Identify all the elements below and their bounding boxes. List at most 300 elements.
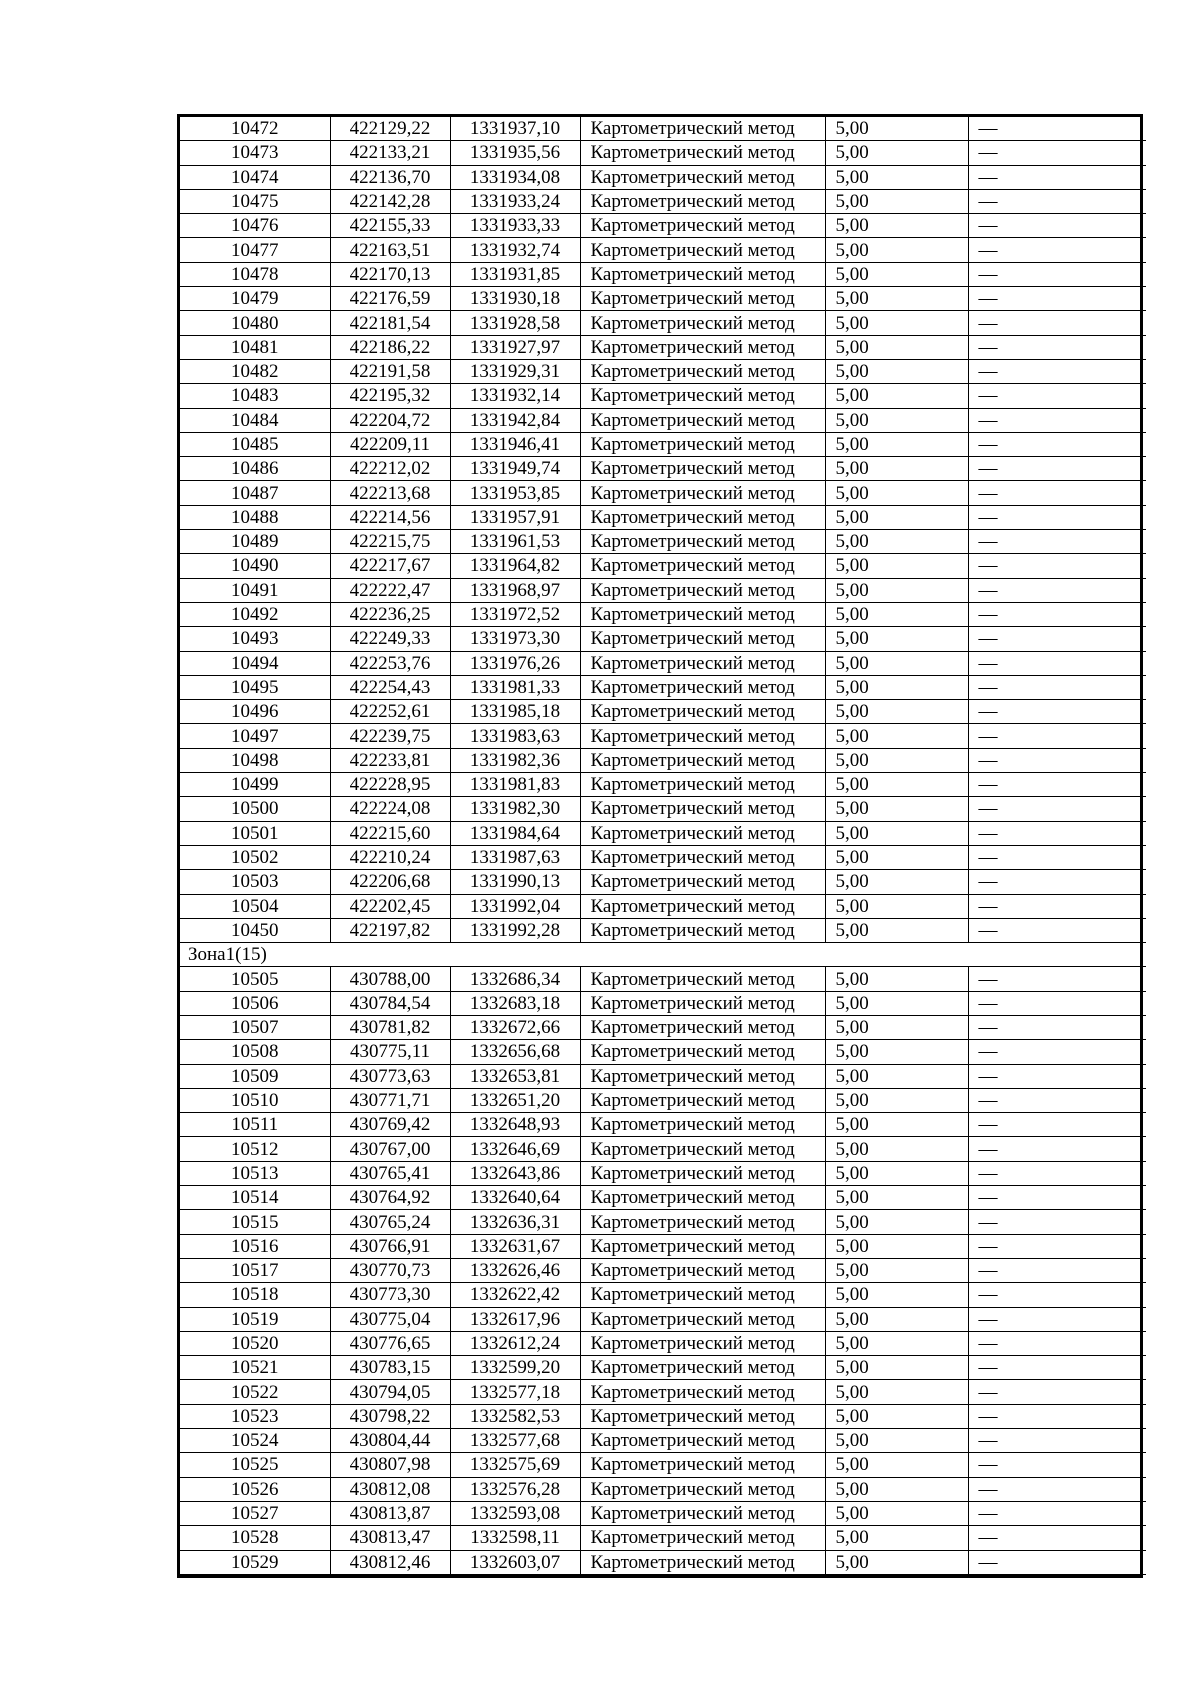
table-row	[180, 1356, 1146, 1380]
note-cell: —	[968, 311, 1146, 335]
note-cell: —	[968, 505, 1146, 529]
x-coordinate-cell: 430773,63	[330, 1064, 450, 1088]
accuracy-cell: 5,00	[825, 991, 968, 1015]
point-number-cell: 10472	[180, 117, 330, 141]
method-cell: Картометрический метод	[580, 918, 825, 942]
method-cell: Картометрический метод	[580, 1088, 825, 1112]
method-cell: Картометрический метод	[580, 432, 825, 456]
point-number-cell: 10523	[180, 1404, 330, 1428]
zone-header-row	[180, 943, 1146, 967]
table-row	[180, 141, 1146, 165]
x-coordinate-cell: 422202,45	[330, 894, 450, 918]
x-coordinate-cell: 422249,33	[330, 627, 450, 651]
y-coordinate-cell: 1332631,67	[450, 1234, 580, 1258]
point-number-cell: 10512	[180, 1137, 330, 1161]
method-cell: Картометрический метод	[580, 773, 825, 797]
y-coordinate-cell: 1331953,85	[450, 481, 580, 505]
method-cell: Картометрический метод	[580, 894, 825, 918]
note-cell: —	[968, 1453, 1146, 1477]
method-cell: Картометрический метод	[580, 238, 825, 262]
note-cell: —	[968, 724, 1146, 748]
note-cell: —	[968, 748, 1146, 772]
x-coordinate-cell: 422217,67	[330, 554, 450, 578]
accuracy-cell: 5,00	[825, 894, 968, 918]
accuracy-cell: 5,00	[825, 748, 968, 772]
method-cell: Картометрический метод	[580, 1331, 825, 1355]
table-row	[180, 1113, 1146, 1137]
table-row	[180, 1380, 1146, 1404]
x-coordinate-cell: 422197,82	[330, 918, 450, 942]
method-cell: Картометрический метод	[580, 821, 825, 845]
accuracy-cell: 5,00	[825, 1477, 968, 1501]
y-coordinate-cell: 1332648,93	[450, 1113, 580, 1137]
accuracy-cell: 5,00	[825, 627, 968, 651]
x-coordinate-cell: 430765,41	[330, 1161, 450, 1185]
point-number-cell: 10489	[180, 530, 330, 554]
table-row	[180, 1404, 1146, 1428]
table-row	[180, 287, 1146, 311]
accuracy-cell: 5,00	[825, 1088, 968, 1112]
point-number-cell: 10476	[180, 214, 330, 238]
y-coordinate-cell: 1331990,13	[450, 870, 580, 894]
x-coordinate-cell: 422163,51	[330, 238, 450, 262]
accuracy-cell: 5,00	[825, 1234, 968, 1258]
point-number-cell: 10518	[180, 1283, 330, 1307]
note-cell: —	[968, 335, 1146, 359]
method-cell: Картометрический метод	[580, 1113, 825, 1137]
note-cell: —	[968, 1113, 1146, 1137]
table-row	[180, 1210, 1146, 1234]
note-cell: —	[968, 773, 1146, 797]
table-row	[180, 408, 1146, 432]
x-coordinate-cell: 430776,65	[330, 1331, 450, 1355]
zone-label: Зона1(15)	[180, 943, 1146, 967]
table-row	[180, 432, 1146, 456]
method-cell: Картометрический метод	[580, 1356, 825, 1380]
table-row	[180, 651, 1146, 675]
table-row	[180, 189, 1146, 213]
point-number-cell: 10528	[180, 1526, 330, 1550]
x-coordinate-cell: 422252,61	[330, 700, 450, 724]
y-coordinate-cell: 1331984,64	[450, 821, 580, 845]
point-number-cell: 10481	[180, 335, 330, 359]
note-cell: —	[968, 1040, 1146, 1064]
table-row	[180, 967, 1146, 991]
method-cell: Картометрический метод	[580, 1137, 825, 1161]
accuracy-cell: 5,00	[825, 1331, 968, 1355]
accuracy-cell: 5,00	[825, 311, 968, 335]
point-number-cell: 10529	[180, 1550, 330, 1574]
y-coordinate-cell: 1332598,11	[450, 1526, 580, 1550]
x-coordinate-cell: 422142,28	[330, 189, 450, 213]
accuracy-cell: 5,00	[825, 141, 968, 165]
y-coordinate-cell: 1332656,68	[450, 1040, 580, 1064]
method-cell: Картометрический метод	[580, 602, 825, 626]
method-cell: Картометрический метод	[580, 189, 825, 213]
y-coordinate-cell: 1331931,85	[450, 262, 580, 286]
point-number-cell: 10473	[180, 141, 330, 165]
method-cell: Картометрический метод	[580, 1258, 825, 1282]
note-cell: —	[968, 967, 1146, 991]
point-number-cell: 10527	[180, 1501, 330, 1525]
x-coordinate-cell: 430812,08	[330, 1477, 450, 1501]
method-cell: Картометрический метод	[580, 1234, 825, 1258]
point-number-cell: 10521	[180, 1356, 330, 1380]
y-coordinate-cell: 1332593,08	[450, 1501, 580, 1525]
x-coordinate-cell: 430807,98	[330, 1453, 450, 1477]
method-cell: Картометрический метод	[580, 651, 825, 675]
accuracy-cell: 5,00	[825, 1015, 968, 1039]
x-coordinate-cell: 422222,47	[330, 578, 450, 602]
x-coordinate-cell: 422213,68	[330, 481, 450, 505]
method-cell: Картометрический метод	[580, 1550, 825, 1574]
y-coordinate-cell: 1331968,97	[450, 578, 580, 602]
method-cell: Картометрический метод	[580, 481, 825, 505]
table-row	[180, 1088, 1146, 1112]
x-coordinate-cell: 422215,75	[330, 530, 450, 554]
y-coordinate-cell: 1331927,97	[450, 335, 580, 359]
point-number-cell: 10491	[180, 578, 330, 602]
y-coordinate-cell: 1332582,53	[450, 1404, 580, 1428]
x-coordinate-cell: 430775,11	[330, 1040, 450, 1064]
note-cell: —	[968, 238, 1146, 262]
method-cell: Картометрический метод	[580, 991, 825, 1015]
y-coordinate-cell: 1331930,18	[450, 287, 580, 311]
point-number-cell: 10515	[180, 1210, 330, 1234]
accuracy-cell: 5,00	[825, 554, 968, 578]
accuracy-cell: 5,00	[825, 724, 968, 748]
y-coordinate-cell: 1331982,36	[450, 748, 580, 772]
note-cell: —	[968, 432, 1146, 456]
table-row	[180, 1550, 1146, 1574]
y-coordinate-cell: 1332683,18	[450, 991, 580, 1015]
y-coordinate-cell: 1332643,86	[450, 1161, 580, 1185]
method-cell: Картометрический метод	[580, 1040, 825, 1064]
x-coordinate-cell: 430788,00	[330, 967, 450, 991]
method-cell: Картометрический метод	[580, 287, 825, 311]
table-row	[180, 1258, 1146, 1282]
method-cell: Картометрический метод	[580, 627, 825, 651]
point-number-cell: 10500	[180, 797, 330, 821]
x-coordinate-cell: 422136,70	[330, 165, 450, 189]
x-coordinate-cell: 422129,22	[330, 117, 450, 141]
accuracy-cell: 5,00	[825, 530, 968, 554]
note-cell: —	[968, 384, 1146, 408]
method-cell: Картометрический метод	[580, 1453, 825, 1477]
x-coordinate-cell: 430773,30	[330, 1283, 450, 1307]
y-coordinate-cell: 1332653,81	[450, 1064, 580, 1088]
accuracy-cell: 5,00	[825, 481, 968, 505]
note-cell: —	[968, 408, 1146, 432]
accuracy-cell: 5,00	[825, 359, 968, 383]
accuracy-cell: 5,00	[825, 238, 968, 262]
point-number-cell: 10494	[180, 651, 330, 675]
table-row	[180, 1040, 1146, 1064]
x-coordinate-cell: 430775,04	[330, 1307, 450, 1331]
x-coordinate-cell: 430804,44	[330, 1429, 450, 1453]
point-number-cell: 10497	[180, 724, 330, 748]
table-row	[180, 797, 1146, 821]
accuracy-cell: 5,00	[825, 1404, 968, 1428]
table-row	[180, 845, 1146, 869]
table-row	[180, 578, 1146, 602]
note-cell: —	[968, 845, 1146, 869]
accuracy-cell: 5,00	[825, 432, 968, 456]
point-number-cell: 10517	[180, 1258, 330, 1282]
x-coordinate-cell: 430781,82	[330, 1015, 450, 1039]
point-number-cell: 10492	[180, 602, 330, 626]
table-row	[180, 1234, 1146, 1258]
point-number-cell: 10486	[180, 457, 330, 481]
point-number-cell: 10484	[180, 408, 330, 432]
accuracy-cell: 5,00	[825, 1040, 968, 1064]
table-row	[180, 627, 1146, 651]
accuracy-cell: 5,00	[825, 1429, 968, 1453]
note-cell: —	[968, 214, 1146, 238]
table-row	[180, 1307, 1146, 1331]
x-coordinate-cell: 422254,43	[330, 675, 450, 699]
accuracy-cell: 5,00	[825, 1161, 968, 1185]
method-cell: Картометрический метод	[580, 967, 825, 991]
x-coordinate-cell: 422210,24	[330, 845, 450, 869]
y-coordinate-cell: 1331981,83	[450, 773, 580, 797]
method-cell: Картометрический метод	[580, 1380, 825, 1404]
method-cell: Картометрический метод	[580, 457, 825, 481]
y-coordinate-cell: 1331942,84	[450, 408, 580, 432]
point-number-cell: 10510	[180, 1088, 330, 1112]
accuracy-cell: 5,00	[825, 262, 968, 286]
note-cell: —	[968, 1064, 1146, 1088]
table-row	[180, 530, 1146, 554]
point-number-cell: 10488	[180, 505, 330, 529]
method-cell: Картометрический метод	[580, 141, 825, 165]
table-row	[180, 384, 1146, 408]
point-number-cell: 10477	[180, 238, 330, 262]
table-row	[180, 1186, 1146, 1210]
y-coordinate-cell: 1332686,34	[450, 967, 580, 991]
point-number-cell: 10508	[180, 1040, 330, 1064]
method-cell: Картометрический метод	[580, 1307, 825, 1331]
x-coordinate-cell: 422155,33	[330, 214, 450, 238]
x-coordinate-cell: 430765,24	[330, 1210, 450, 1234]
point-number-cell: 10474	[180, 165, 330, 189]
y-coordinate-cell: 1331932,14	[450, 384, 580, 408]
x-coordinate-cell: 422253,76	[330, 651, 450, 675]
method-cell: Картометрический метод	[580, 700, 825, 724]
note-cell: —	[968, 189, 1146, 213]
note-cell: —	[968, 627, 1146, 651]
method-cell: Картометрический метод	[580, 1161, 825, 1185]
y-coordinate-cell: 1332626,46	[450, 1258, 580, 1282]
point-number-cell: 10525	[180, 1453, 330, 1477]
y-coordinate-cell: 1331987,63	[450, 845, 580, 869]
accuracy-cell: 5,00	[825, 1283, 968, 1307]
table-row	[180, 1331, 1146, 1355]
note-cell: —	[968, 797, 1146, 821]
note-cell: —	[968, 1210, 1146, 1234]
note-cell: —	[968, 675, 1146, 699]
table-row	[180, 700, 1146, 724]
table-row	[180, 602, 1146, 626]
method-cell: Картометрический метод	[580, 1404, 825, 1428]
y-coordinate-cell: 1331973,30	[450, 627, 580, 651]
y-coordinate-cell: 1331946,41	[450, 432, 580, 456]
x-coordinate-cell: 422236,25	[330, 602, 450, 626]
x-coordinate-cell: 422204,72	[330, 408, 450, 432]
note-cell: —	[968, 821, 1146, 845]
note-cell: —	[968, 894, 1146, 918]
x-coordinate-cell: 430813,87	[330, 1501, 450, 1525]
note-cell: —	[968, 1186, 1146, 1210]
y-coordinate-cell: 1331949,74	[450, 457, 580, 481]
y-coordinate-cell: 1331928,58	[450, 311, 580, 335]
note-cell: —	[968, 1356, 1146, 1380]
accuracy-cell: 5,00	[825, 797, 968, 821]
y-coordinate-cell: 1332575,69	[450, 1453, 580, 1477]
note-cell: —	[968, 1137, 1146, 1161]
accuracy-cell: 5,00	[825, 1258, 968, 1282]
y-coordinate-cell: 1331985,18	[450, 700, 580, 724]
method-cell: Картометрический метод	[580, 845, 825, 869]
point-number-cell: 10526	[180, 1477, 330, 1501]
method-cell: Картометрический метод	[580, 578, 825, 602]
x-coordinate-cell: 422176,59	[330, 287, 450, 311]
x-coordinate-cell: 422191,58	[330, 359, 450, 383]
table-row	[180, 262, 1146, 286]
method-cell: Картометрический метод	[580, 1526, 825, 1550]
method-cell: Картометрический метод	[580, 262, 825, 286]
method-cell: Картометрический метод	[580, 117, 825, 141]
note-cell: —	[968, 1331, 1146, 1355]
accuracy-cell: 5,00	[825, 967, 968, 991]
y-coordinate-cell: 1332612,24	[450, 1331, 580, 1355]
table-row	[180, 335, 1146, 359]
point-number-cell: 10496	[180, 700, 330, 724]
method-cell: Картометрический метод	[580, 505, 825, 529]
point-number-cell: 10490	[180, 554, 330, 578]
x-coordinate-cell: 430771,71	[330, 1088, 450, 1112]
point-number-cell: 10516	[180, 1234, 330, 1258]
note-cell: —	[968, 991, 1146, 1015]
x-coordinate-cell: 430770,73	[330, 1258, 450, 1282]
method-cell: Картометрический метод	[580, 311, 825, 335]
point-number-cell: 10519	[180, 1307, 330, 1331]
accuracy-cell: 5,00	[825, 675, 968, 699]
accuracy-cell: 5,00	[825, 1210, 968, 1234]
accuracy-cell: 5,00	[825, 1526, 968, 1550]
accuracy-cell: 5,00	[825, 1453, 968, 1477]
table-row	[180, 894, 1146, 918]
note-cell: —	[968, 1015, 1146, 1039]
y-coordinate-cell: 1331932,74	[450, 238, 580, 262]
note-cell: —	[968, 1161, 1146, 1185]
table-row	[180, 1283, 1146, 1307]
y-coordinate-cell: 1331934,08	[450, 165, 580, 189]
x-coordinate-cell: 422170,13	[330, 262, 450, 286]
coordinates-table-frame	[177, 114, 1143, 1578]
y-coordinate-cell: 1332646,69	[450, 1137, 580, 1161]
table-row	[180, 870, 1146, 894]
note-cell: —	[968, 1550, 1146, 1574]
note-cell: —	[968, 530, 1146, 554]
y-coordinate-cell: 1331935,56	[450, 141, 580, 165]
accuracy-cell: 5,00	[825, 408, 968, 432]
y-coordinate-cell: 1332577,18	[450, 1380, 580, 1404]
y-coordinate-cell: 1332603,07	[450, 1550, 580, 1574]
table-row	[180, 1064, 1146, 1088]
x-coordinate-cell: 422239,75	[330, 724, 450, 748]
note-cell: —	[968, 918, 1146, 942]
table-row	[180, 773, 1146, 797]
y-coordinate-cell: 1331937,10	[450, 117, 580, 141]
x-coordinate-cell: 430794,05	[330, 1380, 450, 1404]
point-number-cell: 10507	[180, 1015, 330, 1039]
method-cell: Картометрический метод	[580, 554, 825, 578]
table-row	[180, 554, 1146, 578]
x-coordinate-cell: 422195,32	[330, 384, 450, 408]
note-cell: —	[968, 1404, 1146, 1428]
accuracy-cell: 5,00	[825, 457, 968, 481]
method-cell: Картометрический метод	[580, 724, 825, 748]
accuracy-cell: 5,00	[825, 1137, 968, 1161]
note-cell: —	[968, 1283, 1146, 1307]
point-number-cell: 10520	[180, 1331, 330, 1355]
accuracy-cell: 5,00	[825, 578, 968, 602]
table-row	[180, 991, 1146, 1015]
table-row	[180, 117, 1146, 141]
note-cell: —	[968, 1307, 1146, 1331]
accuracy-cell: 5,00	[825, 918, 968, 942]
accuracy-cell: 5,00	[825, 1550, 968, 1574]
point-number-cell: 10479	[180, 287, 330, 311]
point-number-cell: 10509	[180, 1064, 330, 1088]
y-coordinate-cell: 1332576,28	[450, 1477, 580, 1501]
point-number-cell: 10487	[180, 481, 330, 505]
table-row	[180, 1526, 1146, 1550]
accuracy-cell: 5,00	[825, 1307, 968, 1331]
accuracy-cell: 5,00	[825, 1113, 968, 1137]
note-cell: —	[968, 1501, 1146, 1525]
note-cell: —	[968, 1258, 1146, 1282]
accuracy-cell: 5,00	[825, 821, 968, 845]
table-row	[180, 675, 1146, 699]
method-cell: Картометрический метод	[580, 165, 825, 189]
y-coordinate-cell: 1331964,82	[450, 554, 580, 578]
note-cell: —	[968, 578, 1146, 602]
point-number-cell: 10482	[180, 359, 330, 383]
accuracy-cell: 5,00	[825, 1356, 968, 1380]
x-coordinate-cell: 422215,60	[330, 821, 450, 845]
note-cell: —	[968, 1477, 1146, 1501]
point-number-cell: 10505	[180, 967, 330, 991]
y-coordinate-cell: 1332599,20	[450, 1356, 580, 1380]
y-coordinate-cell: 1332672,66	[450, 1015, 580, 1039]
note-cell: —	[968, 700, 1146, 724]
point-number-cell: 10478	[180, 262, 330, 286]
y-coordinate-cell: 1331933,24	[450, 189, 580, 213]
x-coordinate-cell: 430769,42	[330, 1113, 450, 1137]
table-row	[180, 748, 1146, 772]
note-cell: —	[968, 141, 1146, 165]
method-cell: Картометрический метод	[580, 675, 825, 699]
method-cell: Картометрический метод	[580, 359, 825, 383]
table-row	[180, 1429, 1146, 1453]
table-row	[180, 359, 1146, 383]
note-cell: —	[968, 1088, 1146, 1112]
table-row	[180, 724, 1146, 748]
y-coordinate-cell: 1332651,20	[450, 1088, 580, 1112]
note-cell: —	[968, 457, 1146, 481]
